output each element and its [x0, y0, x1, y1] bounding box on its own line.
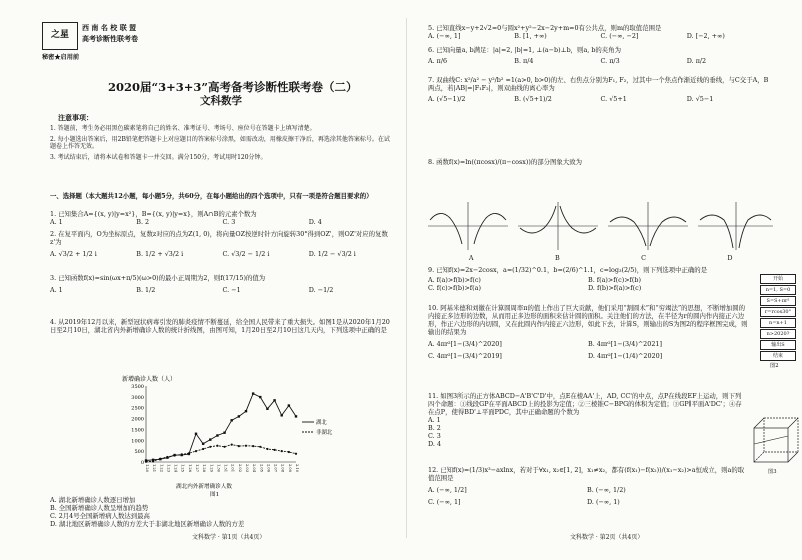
x-tick-label: 1.30: [216, 464, 221, 473]
data-point: [152, 460, 154, 462]
data-point: [252, 445, 254, 447]
x-tick-label: 2.04: [252, 464, 257, 473]
option[interactable]: C. f(c)>f(b)>f(a): [428, 284, 481, 292]
option[interactable]: B. (−∞, 1/2): [587, 486, 626, 494]
data-point: [195, 450, 197, 452]
option[interactable]: C. √3/2 − 1/2 i: [222, 250, 270, 258]
note-item: 3. 考试结束后，请将本试卷和答题卡一并交回。满分150分，考试用时120分钟。: [50, 153, 267, 161]
page-2: [420, 22, 798, 542]
data-point: [181, 453, 183, 455]
data-point: [238, 415, 240, 417]
question-4-options: [50, 496, 395, 528]
option[interactable]: B. 1/2: [136, 286, 156, 294]
options: [428, 486, 746, 494]
option[interactable]: B. [1, +∞): [514, 32, 547, 40]
question-9: [428, 266, 748, 292]
option[interactable]: C. (−∞, 1]: [428, 498, 461, 506]
data-point: [238, 445, 240, 447]
page-footer: 文科数学 · 第1页（共4页）: [192, 534, 266, 541]
x-tick-label: 2.10: [295, 464, 299, 473]
data-point: [202, 448, 204, 450]
data-point: [231, 419, 233, 421]
question-4: [50, 318, 395, 334]
data-point: [281, 450, 283, 452]
question-text: 11. 如图3所示的正方体ABCD−A'B'C'D'中，点E在棱AA'上，AD, CC'的中点，点P在线段EF上运动，则下列四个命题：①线段GP在平面ABCD上的投影为定值；②三棱锥C−BPG的体积为定值；③GP∥平面A'DC'；④存在点P，使得BD'⊥平面PDC，其中正确命题的个数为: [428, 392, 742, 416]
flow-output: 输出S: [760, 340, 796, 350]
x-tick-label: 1.24: [173, 464, 178, 473]
x-tick-label: 2.01: [230, 464, 235, 473]
options: [428, 95, 773, 103]
option[interactable]: B. 全国新增确诊人数呈增加的趋势: [50, 504, 149, 512]
data-point: [223, 446, 225, 448]
option[interactable]: D. √5−1: [686, 95, 714, 103]
question-12: [428, 466, 746, 506]
option[interactable]: D. π/2: [686, 57, 707, 65]
data-point: [166, 456, 168, 458]
x-tick-label: 1.31: [223, 464, 228, 473]
data-point: [245, 410, 247, 412]
question-11: [428, 392, 746, 448]
option[interactable]: B. 2: [428, 424, 441, 432]
data-point: [266, 448, 268, 450]
y-tick-label: 0: [140, 460, 144, 466]
flow-end: 结束: [760, 351, 796, 361]
legend-label: 湖北: [316, 420, 327, 426]
note-item: 1. 答题前，考生务必用黑色碳素笔将自己的姓名、准考证号、考场号、座位号在答题卡上填写清楚。: [50, 125, 316, 132]
data-point: [295, 453, 297, 455]
option[interactable]: C. (−∞, −2]: [600, 32, 639, 40]
logo: 之星: [42, 22, 78, 50]
question-3: [50, 274, 395, 294]
option[interactable]: A. 1: [50, 286, 63, 294]
data-point: [266, 408, 268, 410]
data-point: [216, 445, 218, 447]
option[interactable]: B. (√5+1)/2: [514, 95, 552, 103]
x-tick-label: 1.29: [209, 464, 214, 473]
option[interactable]: C. 2月4号全国新增病人数达到最高: [50, 512, 150, 520]
option[interactable]: B. π/4: [514, 57, 534, 65]
option[interactable]: B. 1/2 + √3/2 i: [136, 250, 184, 258]
data-point: [245, 445, 247, 447]
option[interactable]: B. f(a)>f(c)>f(b): [588, 276, 642, 284]
graph-b[interactable]: [518, 202, 598, 250]
option[interactable]: A. (√5−1)/2: [428, 95, 466, 103]
flow-step: r=rcos30°: [760, 307, 796, 317]
data-point: [288, 451, 290, 453]
question-2: [50, 230, 395, 258]
question-text: 4. 从2019年12月以来，新型冠状病毒引发的肺炎疫情不断蔓延，给全国人民带来了重大损失。如图1是从2020年1月20日至2月10日，湖北省内外新增确诊人数的统计折线图，由图可知，1月20日至2月10日这几天内，下列选项中正确的是: [50, 318, 390, 334]
option[interactable]: D. (−∞, 1): [587, 498, 620, 506]
cube-svg: [750, 414, 802, 468]
question-text: 7. 双曲线C: x²/a² − y²/b² =1(a>0, b>0)的左、右焦点分别为F₁, F₂，过其中一个焦点作渐近线的垂线，与C交于A，B两点，若|AB|=|F₁F₂|，则双曲线的离心率为: [428, 76, 769, 92]
q8-graphs: [428, 200, 773, 252]
option[interactable]: A. (−∞, 1]: [428, 32, 461, 40]
x-tick-label: 2.08: [280, 464, 285, 473]
y-tick-label: 500: [134, 449, 144, 456]
cube-figure: [750, 414, 802, 476]
question-8: [428, 158, 773, 166]
x-tick-label: 2.03: [245, 464, 249, 473]
option[interactable]: D. [−2, +∞): [686, 32, 725, 40]
options: [428, 340, 748, 348]
option[interactable]: D. 1/2 − √3/2 i: [308, 250, 356, 258]
option[interactable]: B. 4πr²[1−(3/4)^2021]: [588, 340, 662, 348]
option[interactable]: A. 1: [428, 416, 441, 424]
school-line-1: 西 南 名 校 联 盟: [82, 23, 137, 32]
option[interactable]: A. f(a)>f(b)>f(c): [428, 276, 481, 284]
data-point: [188, 452, 190, 454]
question-6: [428, 46, 773, 65]
option[interactable]: C. 3: [222, 218, 236, 226]
graph-d[interactable]: [698, 202, 773, 250]
options: [50, 250, 395, 258]
chart-caption: 图1: [210, 492, 220, 498]
chart-xlabel: 湖北内外新增确诊人数: [176, 484, 232, 490]
options: [428, 352, 748, 360]
legend-label: 非湖北: [316, 430, 333, 436]
data-point: [259, 446, 261, 448]
flow-condition: n>2020?: [760, 329, 796, 339]
option[interactable]: C. 3: [428, 432, 441, 440]
flow-init: n=1, S=0: [760, 285, 796, 295]
option[interactable]: B. 2: [136, 218, 150, 226]
question-10: [428, 304, 748, 360]
question-text: 1. 已知集合A={(x, y)|y=x²}，B={(x, y)|y=x}，则A∩B的元素个数为: [50, 210, 257, 218]
question-7: [428, 76, 773, 103]
option[interactable]: C. −1: [222, 286, 241, 294]
option[interactable]: B: [555, 254, 560, 262]
question-5: [428, 24, 773, 40]
series-line: [146, 394, 296, 461]
x-tick-label: 1.26: [187, 464, 192, 473]
options: [428, 276, 748, 284]
option[interactable]: A. √3/2 + 1/2 i: [50, 250, 97, 258]
option[interactable]: D. f(b)>f(a)>f(c): [588, 284, 642, 292]
x-tick-label: 2.02: [237, 464, 242, 473]
section-heading: 一、选择题（本大题共12小题，每小题5分，共60分，在每小题给出的四个选项中，只有一项是符合题目要求的）: [50, 192, 373, 200]
data-point: [202, 443, 204, 445]
option[interactable]: C. √5+1: [600, 95, 627, 103]
option[interactable]: D. 湖北地区新增确诊人数的方差大于非湖北地区新增确诊人数的方差: [50, 520, 245, 528]
x-tick-label: 2.05: [259, 464, 264, 473]
question-text: 6. 已知向量a, b满足：|a|=2, |b|=1, ⊥(a−b)⊥b，则a, b的夹角为: [428, 46, 621, 54]
flow-step: n=n+1: [760, 318, 796, 328]
option[interactable]: A. π/6: [428, 57, 448, 65]
graph-c[interactable]: [608, 202, 688, 250]
data-point: [223, 431, 225, 433]
flowchart: [756, 274, 800, 374]
question-text: 10. 阿基米德和刘徽在计算圆周率π的值上作出了巨大贡献，他们采用“割圆术”和“穷竭法”的思想，不断增加圆的内接正多边形的边数，从而用正多边形的面积来估计圆的面积。关注他们的方法，在半径为r的圆内作内接正六边形，作正六边形的内切圆，又在此圆内作内接正六边形，如此下去，计算S，则输出的S为图2的程序框图完成，则输出的结果为: [428, 304, 748, 336]
y-tick-label: 3500: [131, 384, 144, 390]
x-tick-label: 1.20: [145, 464, 149, 473]
data-point: [288, 404, 290, 406]
option[interactable]: D. −1/2: [308, 286, 334, 294]
option[interactable]: C. π/3: [600, 57, 620, 65]
option[interactable]: A. (−∞, 1/2]: [428, 486, 467, 494]
x-tick-label: 1.28: [202, 464, 207, 473]
data-point: [173, 454, 175, 456]
question-text: 8. 函数f(x)=ln((πcosx)/(π−cosx))的部分图象大致为: [428, 158, 582, 166]
chart-title: 新增确诊人数（人）: [122, 376, 177, 383]
data-point: [273, 399, 275, 401]
covid-chart: [120, 374, 350, 498]
q8-options: [428, 254, 773, 262]
options: [428, 284, 748, 292]
option[interactable]: A: [468, 254, 474, 262]
x-tick-label: 2.09: [287, 464, 292, 473]
exam-subtitle: 文科数学: [200, 95, 242, 107]
options: [428, 498, 746, 506]
y-tick-label: 2000: [131, 416, 144, 423]
option[interactable]: A. 1: [50, 218, 63, 226]
question-text: 12. 已知f(x)=(1/3)x³−axlnx，若对于∀x₁, x₂∈[1, 2]，x₁≠x₂，都有(f(x₁)−f(x₂))/(x₁−x₂)>a恒成立，则a的取值范围是: [428, 466, 745, 482]
flow-start: 开始: [760, 274, 796, 284]
data-point: [295, 415, 297, 417]
option[interactable]: D. 4: [428, 440, 442, 448]
exam-title: 2020届“3+3+3”高考备考诊断性联考卷（二）: [108, 80, 358, 94]
y-tick-label: 1500: [131, 427, 144, 434]
data-point: [273, 449, 275, 451]
notes-title: 注意事项：: [58, 113, 93, 122]
option[interactable]: C: [641, 254, 647, 262]
data-point: [216, 434, 218, 436]
question-text: 3. 已知函数f(x)=sin(ωx+π/5)(ω>0)的最小正周期为2，则f(17/15)的值为: [50, 274, 266, 282]
options: [50, 286, 395, 294]
data-point: [252, 392, 254, 394]
x-tick-label: 1.22: [159, 464, 164, 473]
page-1: [42, 22, 420, 542]
data-point: [159, 458, 161, 460]
option[interactable]: A. 4πr²[1−(3/4)^2020]: [428, 340, 502, 348]
options: [50, 218, 395, 226]
data-point: [195, 433, 197, 435]
data-point: [259, 396, 261, 398]
series-line: [146, 445, 296, 462]
option[interactable]: C. 4πr²[1−(3/4)^2019]: [428, 352, 502, 360]
q8-graphs-svg: [428, 200, 773, 252]
data-point: [209, 438, 211, 440]
y-tick-label: 3000: [131, 394, 144, 401]
x-tick-label: 2.07: [273, 464, 278, 473]
option[interactable]: D: [727, 254, 733, 262]
y-tick-label: 2500: [131, 405, 144, 412]
options: [428, 32, 773, 40]
option[interactable]: D. 4πr²[1−(1/4)^2020]: [588, 352, 663, 360]
note-item: 2. 每小题选出答案后，用2B铅笔把答题卡上对应题目的答案标号涂黑，如需改动，用橡皮擦干净后，再选涂其他答案标号。在试题卷上作答无效。: [50, 135, 390, 150]
question-text: 9. 已知f(x)=2x−2cosx，a=(1/32)^0.1，b=(2/6)^1.1，c=log₃(2/5)，则下列选项中正确的是: [428, 266, 708, 274]
school-line-2: 高考诊断性联考卷: [82, 34, 138, 43]
data-point: [281, 414, 283, 416]
x-tick-label: 1.21: [152, 464, 157, 473]
x-tick-label: 2.06: [266, 464, 271, 473]
page-footer: 文科数学 · 第2页（共4页）: [570, 534, 644, 541]
x-tick-label: 1.25: [180, 464, 185, 473]
options: [428, 57, 773, 65]
option[interactable]: A. 湖北新增确诊人数逐日增加: [50, 496, 136, 504]
flow-step: S=S+πr²: [760, 296, 796, 306]
question-1: [50, 210, 395, 226]
options: [428, 254, 773, 262]
option[interactable]: D. 4: [308, 218, 322, 226]
data-point: [145, 461, 147, 463]
cube-caption: 图3: [768, 469, 777, 475]
notes: [50, 125, 390, 164]
question-text: 2. 在复平面内，O为坐标原点，复数z对应的点为Z(1, 0)，将向量OZ按逆时针方向旋转30°得到OZ'，则OZ'对应的复数z'为: [50, 230, 388, 246]
y-tick-label: 1000: [131, 438, 144, 445]
x-tick-label: 1.27: [195, 464, 199, 473]
question-text: 5. 已知直线x−y+2√2=0与圆x²+y²−2x−2y+m=0有公共点，则m的取值范围是: [428, 24, 662, 32]
graph-a[interactable]: [428, 202, 508, 250]
flow-caption: 图2: [770, 363, 779, 369]
data-point: [231, 444, 233, 446]
chart-svg: [120, 374, 350, 498]
secret-label: 秘密★启用前: [42, 54, 80, 61]
data-point: [209, 446, 211, 448]
x-tick-label: 1.23: [166, 464, 171, 473]
